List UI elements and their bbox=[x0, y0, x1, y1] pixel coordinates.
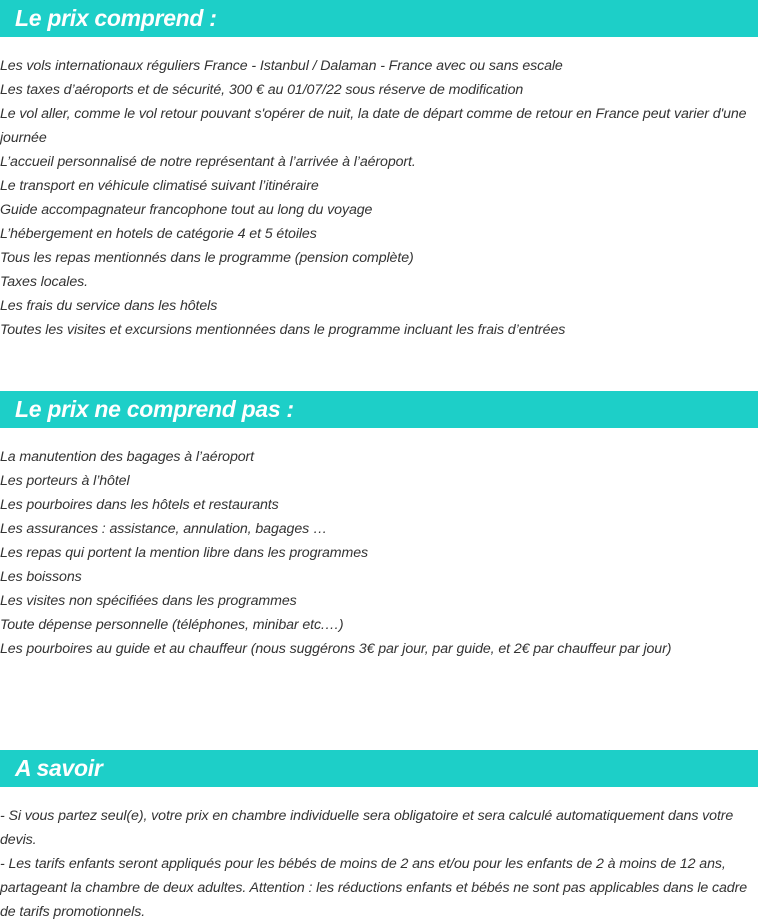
list-item: Les porteurs à l’hôtel bbox=[0, 473, 130, 489]
list-item: Toute dépense personnelle (téléphones, minibar etc.…) bbox=[0, 617, 344, 633]
list-item: Taxes locales. bbox=[0, 274, 88, 290]
list-item: Guide accompagnateur francophone tout au long du voyage bbox=[0, 202, 373, 218]
good-to-know-section bbox=[0, 750, 758, 924]
list-item: Les visites non spécifiées dans les programmes bbox=[0, 593, 297, 609]
price-excludes-list bbox=[0, 445, 758, 661]
list-item: - Si vous partez seul(e), votre prix en chambre individuelle sera obligatoire et sera calculé automatiquement dans votre devis. bbox=[0, 808, 734, 848]
list-item: Les pourboires dans les hôtels et restaurants bbox=[0, 497, 279, 513]
list-item: Le vol aller, comme le vol retour pouvant s'opérer de nuit, la date de départ comme de retour en France peut varier d'une journée bbox=[0, 106, 747, 146]
list-item: Toutes les visites et excursions mentionnées dans le programme incluant les frais d’entrées bbox=[0, 322, 566, 338]
list-item: Les frais du service dans les hôtels bbox=[0, 298, 218, 314]
price-excludes-section bbox=[0, 391, 758, 661]
list-item: Les taxes d’aéroports et de sécurité, 300 € au 01/07/22 sous réserve de modification bbox=[0, 82, 524, 98]
list-item: Tous les repas mentionnés dans le programme (pension complète) bbox=[0, 250, 414, 266]
good-to-know-list bbox=[0, 804, 758, 924]
section-title: Le prix comprend : bbox=[15, 5, 217, 31]
section-title: Le prix ne comprend pas : bbox=[15, 396, 294, 422]
list-item: Le transport en véhicule climatisé suivant l’itinéraire bbox=[0, 178, 319, 194]
list-item: - Les tarifs enfants seront appliqués pour les bébés de moins de 2 ans et/ou pour les enfants de 2 à moins de 12 ans, partageant la chambre de deux adultes. Attention : les réductions enfants et bébés ne sont pas applicables dans le cadre de tarifs promotionnels. bbox=[0, 856, 748, 920]
price-includes-list bbox=[0, 54, 758, 342]
list-item: Les boissons bbox=[0, 569, 82, 585]
price-includes-header bbox=[0, 0, 758, 37]
list-item: Les pourboires au guide et au chauffeur (nous suggérons 3€ par jour, par guide, et 2€ par chauffeur par jour) bbox=[0, 641, 672, 657]
price-includes-section bbox=[0, 0, 758, 342]
good-to-know-header bbox=[0, 750, 758, 787]
section-title: A savoir bbox=[15, 755, 103, 781]
list-item: Les vols internationaux réguliers France - Istanbul / Dalaman - France avec ou sans escale bbox=[0, 58, 563, 74]
list-item: L’accueil personnalisé de notre représentant à l’arrivée à l’aéroport. bbox=[0, 154, 416, 170]
list-item: Les repas qui portent la mention libre dans les programmes bbox=[0, 545, 369, 561]
list-item: La manutention des bagages à l’aéroport bbox=[0, 449, 255, 465]
list-item: L’hébergement en hotels de catégorie 4 et 5 étoiles bbox=[0, 226, 317, 242]
list-item: Les assurances : assistance, annulation, bagages … bbox=[0, 521, 328, 537]
price-excludes-header bbox=[0, 391, 758, 428]
